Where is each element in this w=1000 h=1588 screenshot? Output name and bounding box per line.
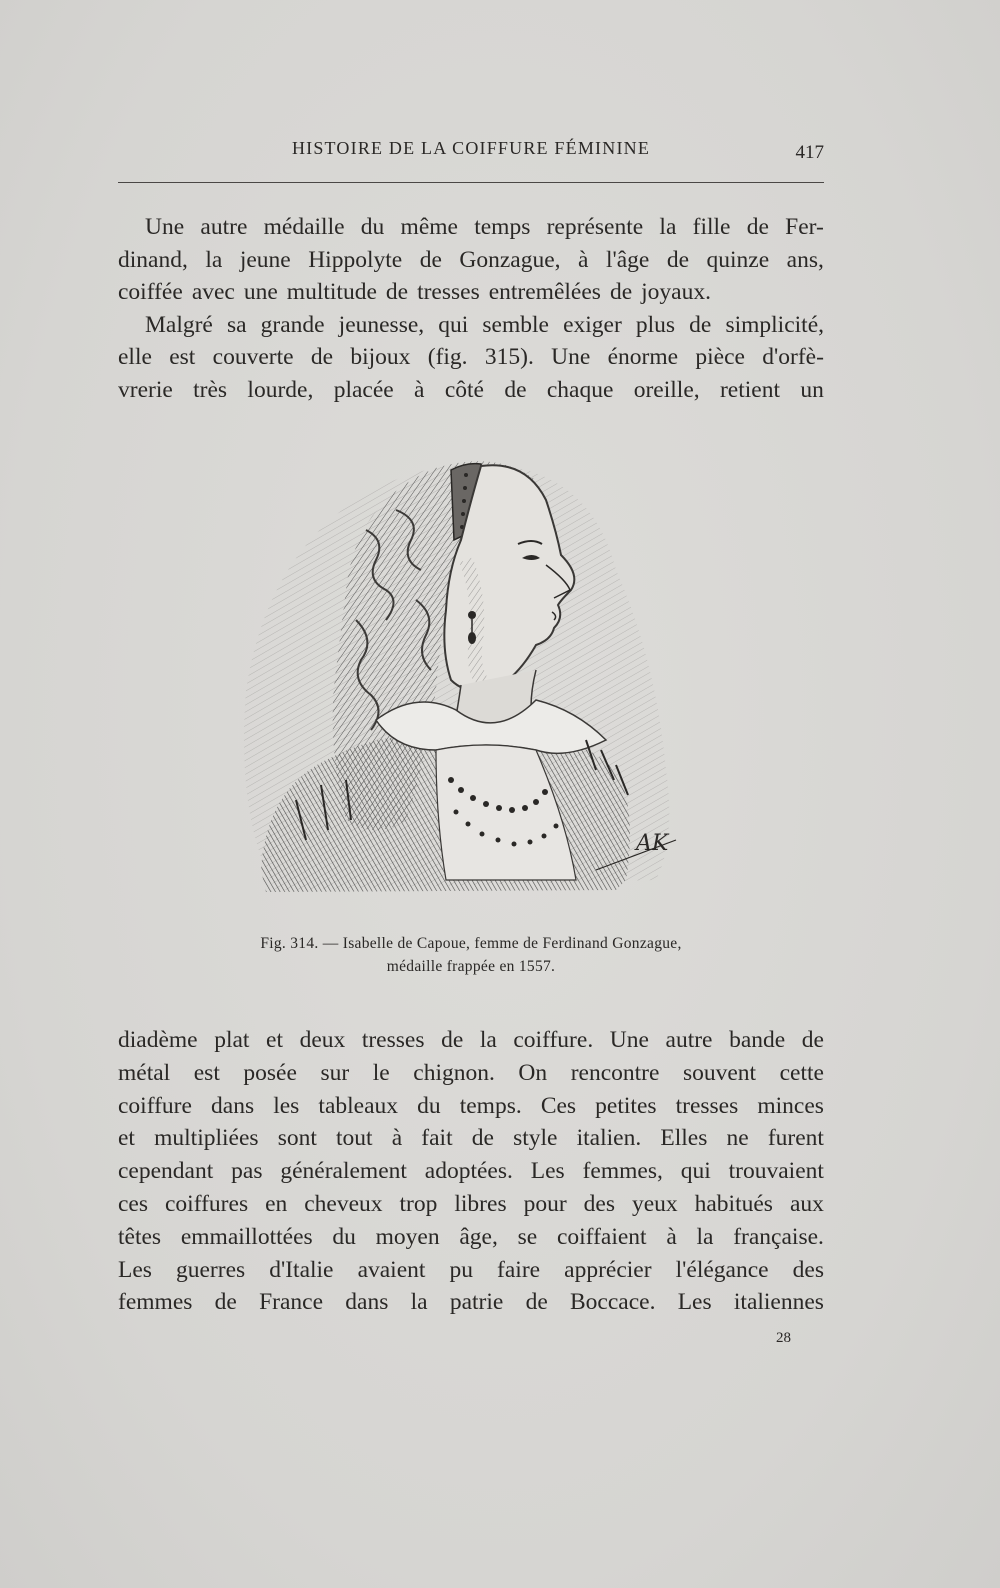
word: la [205, 246, 223, 273]
word: coiffaient [556, 1223, 647, 1250]
running-title: HISTOIRE DE LA COIFFURE FÉMININE [291, 138, 651, 158]
word: dans [211, 1092, 255, 1119]
word: de [441, 1027, 464, 1053]
word: de [666, 246, 690, 273]
text-line [118, 1090, 824, 1123]
word: multipliées [154, 1125, 259, 1152]
word: pour [523, 1190, 567, 1217]
word: grande [260, 311, 325, 338]
word: avec [191, 279, 235, 306]
word: pas [231, 1158, 263, 1185]
word: la [659, 214, 677, 240]
word: (fig. [427, 344, 468, 371]
word: tout [336, 1125, 373, 1152]
word: sont [277, 1125, 317, 1152]
word: représente [546, 214, 644, 240]
text-line [118, 1188, 824, 1221]
word: qui [680, 1158, 711, 1185]
text-line [118, 1254, 824, 1287]
text-line [118, 1221, 824, 1254]
word: Gonzague, [459, 246, 561, 273]
word: apprécier [564, 1256, 652, 1283]
word: à [666, 1223, 677, 1250]
word: coiffure [118, 1092, 192, 1119]
word: à [391, 1125, 403, 1152]
word: joyaux. [641, 279, 711, 306]
word: Une [145, 214, 185, 240]
word: guerres [176, 1256, 246, 1283]
word: de [471, 1125, 494, 1152]
word: dinand, [118, 246, 188, 273]
word: à [414, 376, 425, 403]
word: multitude [286, 279, 377, 306]
text-line [118, 1122, 824, 1155]
word: simplicité, [725, 311, 824, 338]
word: l'âge [605, 246, 650, 273]
word: Les [530, 1158, 565, 1185]
word: rencontre [570, 1059, 660, 1086]
text-line [118, 1155, 824, 1188]
word: et [118, 1125, 135, 1152]
word: tresses [675, 1092, 739, 1119]
word: aux [789, 1190, 824, 1217]
artist-monogram: AK [636, 831, 669, 856]
portrait-engraving [236, 440, 708, 908]
word: Malgré [145, 311, 213, 338]
word: d'orfè- [762, 344, 824, 371]
word: chaque [546, 376, 614, 403]
word: moyen [375, 1223, 440, 1250]
word: jeune [239, 246, 291, 273]
word: jeunesse, [338, 311, 425, 338]
word: italien. [576, 1125, 642, 1152]
word: de [310, 344, 334, 371]
word: cependant [118, 1158, 214, 1185]
word: généralement [280, 1158, 407, 1185]
word: des [792, 1256, 824, 1283]
word: même [400, 214, 458, 240]
word: Ces [540, 1092, 577, 1119]
word: fait [421, 1125, 453, 1152]
word: autre [200, 214, 248, 240]
word: chignon. [413, 1059, 495, 1086]
word: pu [449, 1256, 473, 1283]
text-line [118, 341, 824, 374]
word: les [273, 1092, 300, 1119]
word: têtes [118, 1223, 162, 1250]
word: tresses [361, 1027, 425, 1053]
paragraph-top [118, 211, 824, 407]
word: de [609, 279, 633, 306]
word: cette [779, 1059, 824, 1086]
portrait-illustration [236, 440, 708, 908]
word: énorme [607, 344, 679, 371]
word: est [193, 1059, 220, 1086]
word: autre [665, 1027, 713, 1053]
text-line [118, 1057, 824, 1090]
word: une [243, 279, 278, 306]
word: entremêlées [488, 279, 601, 306]
figure-caption [118, 932, 824, 978]
word: à [578, 246, 589, 273]
word: la [696, 1223, 714, 1250]
word: Les [677, 1289, 712, 1316]
word: de [746, 214, 769, 240]
word: en [265, 1190, 288, 1217]
word: très [193, 376, 228, 403]
word: adoptées. [424, 1158, 513, 1185]
word: coiffure. [513, 1027, 594, 1053]
word: habitués [694, 1190, 773, 1217]
word: patrie [449, 1289, 504, 1316]
word: Une [551, 344, 591, 371]
word: 315). [484, 344, 534, 371]
word: retient [719, 376, 781, 403]
word: fille [692, 214, 731, 240]
word: trouvaient [728, 1158, 824, 1185]
word: On [518, 1059, 548, 1086]
word: de [525, 1289, 548, 1316]
word: temps [474, 214, 531, 240]
word: de [214, 1289, 237, 1316]
word: bijoux [350, 344, 411, 371]
text-line [118, 276, 824, 309]
word: Elles [660, 1125, 708, 1152]
word: coiffures [165, 1190, 249, 1217]
word: ans, [786, 246, 824, 273]
word: de [419, 246, 442, 273]
word: du [332, 1223, 356, 1250]
word: couverte [212, 344, 294, 371]
word: du [360, 214, 385, 240]
word: métal [118, 1059, 171, 1086]
signature-mark: 28 [776, 1330, 791, 1346]
word: qui [438, 311, 469, 338]
word: du [417, 1092, 441, 1119]
word: d'Italie [269, 1256, 334, 1283]
word: petites [595, 1092, 657, 1119]
word: libres [454, 1190, 507, 1217]
word: style [513, 1125, 558, 1152]
word: furent [767, 1125, 824, 1152]
word: dans [345, 1289, 389, 1316]
word: souvent [682, 1059, 757, 1086]
word: sur [320, 1059, 350, 1086]
word: plat [214, 1027, 250, 1053]
word: avaient [357, 1256, 426, 1283]
word: plus [635, 311, 676, 338]
word: et [266, 1027, 283, 1053]
text-line [118, 1286, 824, 1319]
word: exiger [563, 311, 622, 338]
word: de [504, 376, 527, 403]
word: ne [726, 1125, 749, 1152]
caption-line-2: médaille frappée en 1557. [386, 958, 556, 975]
word: tresses [417, 279, 480, 306]
word: femmes, [582, 1158, 663, 1185]
word: quinze [706, 246, 770, 273]
word: coiffée [118, 279, 183, 306]
page-number: 417 [795, 142, 824, 163]
caption-line-1: Fig. 314. — Isabelle de Capoue, femme de Ferdinand Gonzague, [260, 935, 682, 952]
word: diadème [118, 1027, 198, 1053]
word: faire [497, 1256, 541, 1283]
word: la [410, 1289, 428, 1316]
word: un [800, 376, 824, 403]
word: des [583, 1190, 615, 1217]
word: placée [333, 376, 394, 403]
word: oreille, [633, 376, 700, 403]
word: côté [444, 376, 484, 403]
word: pièce [695, 344, 745, 371]
word: Fer- [785, 214, 824, 240]
word: âge, [459, 1223, 498, 1250]
word: se [517, 1223, 538, 1250]
text-line [118, 374, 824, 407]
word: tableaux [318, 1092, 399, 1119]
word: française. [733, 1223, 824, 1250]
text-line [118, 309, 824, 342]
word: France [259, 1289, 324, 1316]
word: lourde, [247, 376, 314, 403]
word: minces [757, 1092, 824, 1119]
word: temps. [459, 1092, 522, 1119]
paragraph-bottom [118, 1024, 824, 1319]
word: le [372, 1059, 390, 1086]
word: elle [118, 344, 152, 371]
word: médaille [263, 214, 345, 240]
text-line [118, 1024, 824, 1057]
word: femmes [118, 1289, 193, 1316]
word: vrerie [118, 376, 173, 403]
word: emmaillottées [180, 1223, 313, 1250]
word: est [169, 344, 196, 371]
word: Les [118, 1256, 152, 1283]
word: deux [299, 1027, 346, 1053]
word: de [689, 311, 712, 338]
word: trop [399, 1190, 438, 1217]
word: ces [118, 1190, 149, 1217]
word: posée [243, 1059, 297, 1086]
word: cheveux [304, 1190, 383, 1217]
word: la [479, 1027, 497, 1053]
word: Boccace. [570, 1289, 656, 1316]
word: Une [609, 1027, 649, 1053]
word: yeux [631, 1190, 678, 1217]
word: de [801, 1027, 824, 1053]
text-line [118, 244, 824, 277]
word: Hippolyte [308, 246, 403, 273]
text-line [118, 211, 824, 244]
word: semble [482, 311, 549, 338]
word: sa [226, 311, 247, 338]
word: de [385, 279, 409, 306]
running-head [118, 138, 824, 162]
word: italiennes [733, 1289, 824, 1316]
header-rule [118, 182, 824, 183]
word: l'élégance [675, 1256, 769, 1283]
word: bande [729, 1027, 786, 1053]
